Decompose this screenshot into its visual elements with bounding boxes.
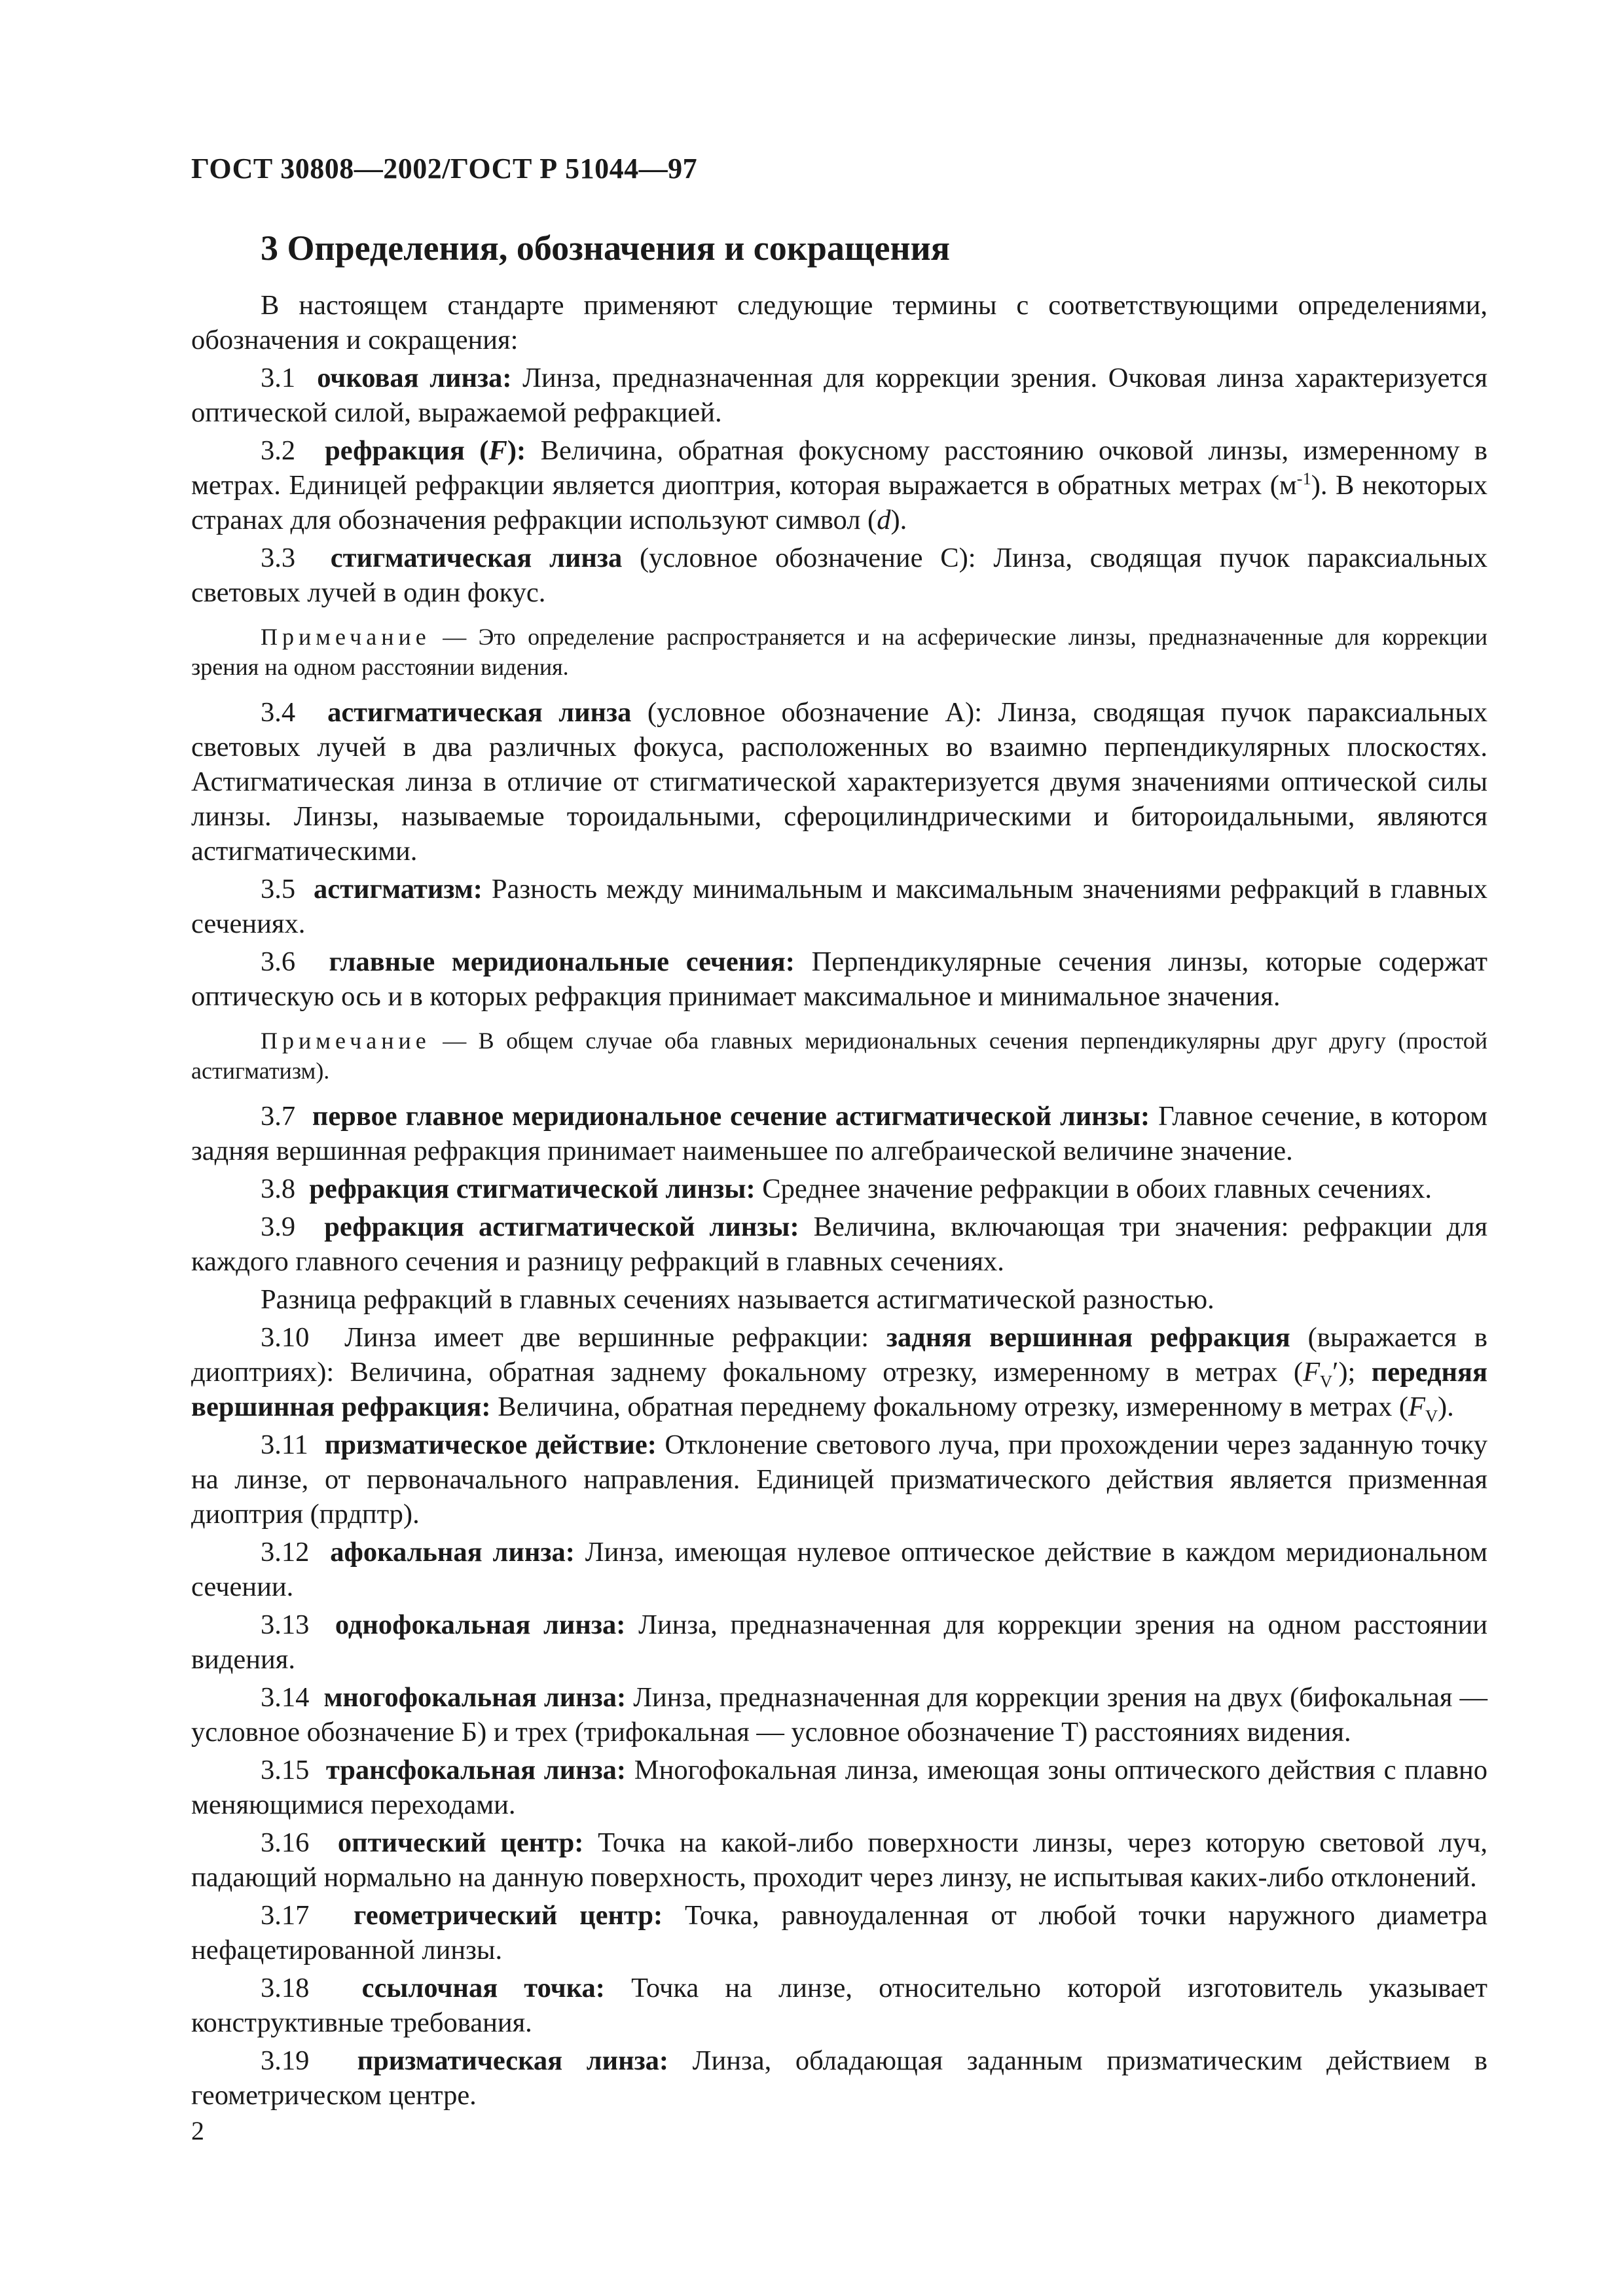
definition-3-9-continuation: Разница рефракций в главных сечениях называется астигматической разностью. (261, 1284, 1214, 1315)
definition-3-16 (191, 1825, 1487, 1895)
note-2 (191, 1026, 1487, 1086)
term-rear-vertex-refraction: задняя вершинная рефракция (886, 1322, 1290, 1353)
term-front-vertex-refraction: передняя вершинная рефракция: (191, 1357, 1488, 1422)
definition-3-12 (191, 1535, 1487, 1604)
definition-3-4 (191, 695, 1487, 869)
definition-3-13 (191, 1607, 1487, 1677)
definition-text-2: ). В некоторых странах для обозначения рефракции используют символ ( (191, 470, 1487, 535)
definition-3-1 (191, 361, 1487, 430)
note-label: Примечание (261, 624, 431, 650)
page-number: 2 (191, 2116, 204, 2145)
term: оптический центр: (337, 1827, 584, 1858)
subscript-v: V (1320, 1372, 1333, 1391)
item-number: 3.8 (261, 1174, 296, 1204)
definition-3-7 (191, 1099, 1487, 1168)
note-1 (191, 622, 1487, 682)
item-number: 3.18 (261, 1973, 310, 2003)
symbol-f: F (1303, 1357, 1321, 1388)
definition-text-3: ). (890, 505, 907, 535)
item-number: 3.6 (261, 946, 296, 977)
document-header-standard-code: ГОСТ 30808—2002/ГОСТ Р 51044—97 (191, 152, 698, 185)
prime-mark: ′); (1332, 1357, 1356, 1388)
term: рефракция астигматической линзы: (324, 1211, 799, 1242)
symbol-f: F (1408, 1391, 1425, 1422)
definition-3-8 (191, 1172, 1487, 1206)
item-number: 3.10 (261, 1322, 310, 1353)
definition-text-b: (выражается в диоптриях): Величина, обратная заднему фокальному отрезку, измеренному в метрах ( (191, 1322, 1487, 1388)
item-number: 3.17 (261, 1900, 310, 1931)
item-number: 3.16 (261, 1827, 310, 1858)
definition-text: Многофокальная линза, имеющая зоны оптического действия с плавно меняющимися переходами. (191, 1755, 1488, 1820)
definition-text: Линза, предназначенная для коррекции зрения на двух (бифокальная — условное обозначение Б) и трех (трифокальная — условное обозначение Т) расстояниях видения. (191, 1682, 1487, 1748)
item-number: 3.9 (261, 1211, 296, 1242)
term: призматическое действие: (324, 1429, 657, 1460)
term: призматическая линза: (357, 2045, 669, 2076)
term-text-end: ): (507, 435, 526, 466)
definition-text: Величина, включающая три значения: рефракции для каждого главного сечения и разницу рефракций в главных сечениях. (191, 1211, 1488, 1277)
definition-3-19 (191, 2043, 1487, 2113)
item-number: 3.12 (261, 1537, 310, 1568)
definition-text: Разность между минимальным и максимальным значениями рефракций в главных сечениях. (191, 874, 1488, 939)
term: многофокальная линза: (323, 1682, 627, 1713)
term: первое главное меридиональное сечение астигматической линзы: (312, 1101, 1150, 1132)
definition-3-3 (191, 541, 1487, 610)
term: астигматизм: (313, 874, 483, 905)
intro-paragraph: В настоящем стандарте применяют следующие термины с соответствующими определениями, обозначения и сокращения: (191, 290, 1487, 355)
section-body (191, 288, 1487, 2116)
definition-text: Точка, равноудаленная от любой точки наружного диаметра нефацетированной линзы. (191, 1900, 1488, 1965)
item-number: 3.1 (261, 363, 296, 393)
note-text: — Это определение распространяется и на асферические линзы, предназначенные для коррекции зрения на одном расстоянии видения. (191, 624, 1487, 680)
item-number: 3.13 (261, 1609, 310, 1640)
term: однофокальная линза: (335, 1609, 626, 1640)
item-number: 3.14 (261, 1682, 310, 1713)
definition-text: Величина, обратная фокусному расстоянию очковой линзы, измеренному в метрах. Единицей рефракции является диоптрия, которая выражается в обратных метрах (м (191, 435, 1487, 501)
definition-text: Линза, предназначенная для коррекции зрения. Очковая линза характеризуется оптической силой, выражаемой рефракцией. (191, 363, 1488, 428)
term (325, 435, 526, 466)
note-label: Примечание (261, 1028, 431, 1054)
definition-3-9 (191, 1210, 1487, 1279)
term-symbol: F (488, 435, 507, 466)
superscript: -1 (1296, 469, 1311, 488)
item-number: 3.2 (261, 435, 296, 466)
term: астигматическая линза (327, 697, 632, 728)
definition-text: Линза, предназначенная для коррекции зрения на одном расстоянии видения. (191, 1609, 1488, 1675)
definition-text-a: Линза имеет две вершинные рефракции: (344, 1322, 869, 1353)
definition-text: (условное обозначение С): Линза, сводящая пучок параксиальных световых лучей в один фокус. (191, 543, 1488, 608)
definition-3-17 (191, 1898, 1487, 1967)
item-number: 3.3 (261, 543, 296, 573)
term-text: рефракция ( (325, 435, 489, 466)
term: ссылочная точка: (361, 1973, 605, 2003)
term: рефракция стигматической линзы: (309, 1174, 756, 1204)
term: афокальная линза: (330, 1537, 575, 1568)
note-text: — В общем случае оба главных меридиональных сечения перпендикулярны друг другу (простой астигматизм). (191, 1028, 1487, 1084)
definition-text: Точка на линзе, относительно которой изготовитель указывает конструктивные требования. (191, 1973, 1488, 2038)
definition-3-11 (191, 1427, 1487, 1532)
definition-text: Линза, имеющая нулевое оптическое действие в каждом меридиональном сечении. (191, 1537, 1487, 1602)
definition-text: Точка на какой-либо поверхности линзы, через которую световой луч, падающий нормально на данную поверхность, проходит через линзу, не испытывая каких-либо отклонений. (191, 1827, 1487, 1893)
item-number: 3.7 (261, 1101, 296, 1132)
definition-3-5 (191, 872, 1487, 941)
item-number: 3.15 (261, 1755, 310, 1785)
subscript-v: V (1425, 1407, 1438, 1426)
term: трансфокальная линза: (325, 1755, 627, 1785)
definition-3-10 (191, 1320, 1487, 1424)
item-number: 3.4 (261, 697, 296, 728)
definition-text: Отклонение светового луча, при прохождении через заданную точку на линзе, от первоначального направления. Единицей призматического действия является призменная диоптрия (прдптр). (191, 1429, 1488, 1530)
term: стигматическая линза (330, 543, 623, 573)
section-heading: 3 Определения, обозначения и сокращения (261, 228, 950, 268)
definition-text: Перпендикулярные сечения линзы, которые содержат оптическую ось и в которых рефракция принимает максимальное и минимальное значения. (191, 946, 1487, 1012)
definition-text: Линза, обладающая заданным призматическим действием в геометрическом центре. (191, 2045, 1487, 2111)
definition-3-2 (191, 433, 1487, 537)
definition-text: Среднее значение рефракции в обоих главных сечениях. (762, 1174, 1432, 1204)
item-number: 3.11 (261, 1429, 308, 1460)
term: главные меридиональные сечения: (329, 946, 795, 977)
definition-3-18 (191, 1971, 1487, 2040)
closing: ). (1438, 1391, 1454, 1422)
definition-3-15 (191, 1753, 1487, 1822)
definition-3-6 (191, 944, 1487, 1014)
item-number: 3.5 (261, 874, 296, 905)
definition-3-14 (191, 1680, 1487, 1749)
definition-text: Главное сечение, в котором задняя вершинная рефракция принимает наименьшее по алгебраической величине значение. (191, 1101, 1488, 1166)
definition-text: (условное обозначение А): Линза, сводящая пучок параксиальных световых лучей в два различных фокуса, расположенных во взаимно перпендикулярных плоскостях. Астигматическая линза в отличие от стигматической характеризуется двумя значениями оптической силы линзы. Линзы, называемые тороидальными, сфероцилиндрическими и битороидальными, являются астигматическими. (191, 697, 1488, 867)
term: очковая линза: (317, 363, 512, 393)
item-number: 3.19 (261, 2045, 310, 2076)
symbol: d (877, 505, 891, 535)
definition-text-c: Величина, обратная переднему фокальному отрезку, измеренному в метрах ( (498, 1391, 1409, 1422)
term: геометрический центр: (354, 1900, 663, 1931)
